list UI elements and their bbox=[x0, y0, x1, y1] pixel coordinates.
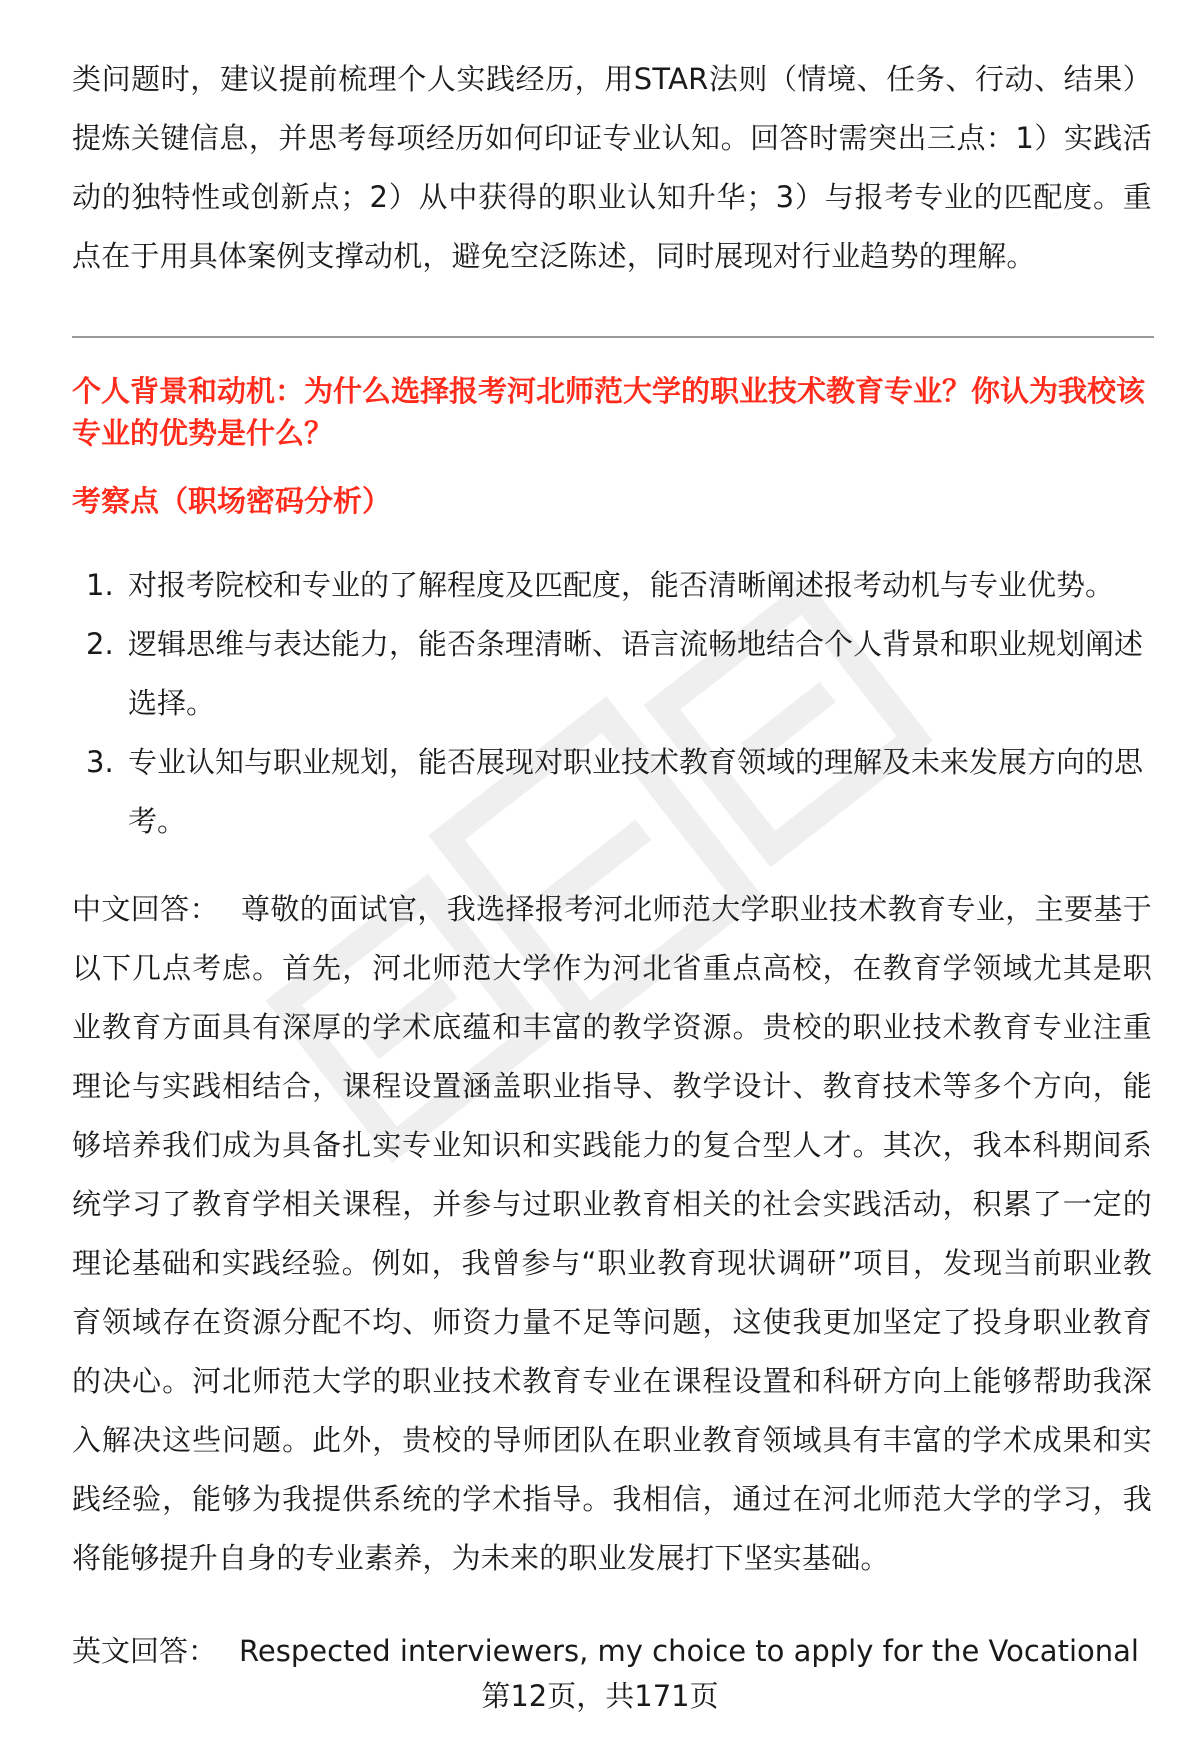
list-item-text: 逻辑思维与表达能力，能否条理清晰、语言流畅地结合个人背景和职业规划阐述选择。 bbox=[128, 627, 1144, 720]
page-number-footer: 第12页，共171页 bbox=[481, 1679, 719, 1713]
intro-paragraph: 类问题时，建议提前梳理个人实践经历，用STAR法则（情境、任务、行动、结果）提炼关键信息，并思考每项经历如何印证专业认知。回答时需突出三点：1）实践活动的独特性或创新点；2）从中获得的职业认知升华；3）与报考专业的匹配度。重点在于用具体案例支撑动机，避免空泛陈述，同时展现对行业趋势的理解。 bbox=[72, 62, 1152, 273]
analysis-points-list bbox=[72, 556, 1162, 851]
list-item bbox=[72, 556, 1162, 615]
list-item-text: 对报考院校和专业的了解程度及匹配度，能否清晰阐述报考动机与专业优势。 bbox=[128, 568, 1115, 602]
question-heading: 个人背景和动机：为什么选择报考河北师范大学的职业技术教育专业？你认为我校该专业的优势是什么？ bbox=[72, 374, 1146, 450]
chinese-answer-text: 尊敬的面试官，我选择报考河北师范大学职业技术教育专业，主要基于以下几点考虑。首先，河北师范大学作为河北省重点高校，在教育学领域尤其是职业教育方面具有深厚的学术底蕴和丰富的教学资源。贵校的职业技术教育专业注重理论与实践相结合，课程设置涵盖职业指导、教学设计、教育技术等多个方向，能够培养我们成为具备扎实专业知识和实践能力的复合型人才。其次，我本科期间系统学习了教育学相关课程，并参与过职业教育相关的社会实践活动，积累了一定的理论基础和实践经验。例如，我曾参与“职业教育现状调研”项目，发现当前职业教育领域存在资源分配不均、师资力量不足等问题，这使我更加坚定了投身职业教育的决心。河北师范大学的职业技术教育专业在课程设置和科研方向上能够帮助我深入解决这些问题。此外，贵校的导师团队在职业教育领域具有丰富的学术成果和实践经验，能够为我提供系统的学术指导。我相信，通过在河北师范大学的学习，我将能够提升自身的专业素养，为未来的职业发展打下坚实基础。 bbox=[72, 892, 1152, 1575]
list-item-number: 1. bbox=[86, 568, 114, 602]
list-item bbox=[72, 615, 1162, 733]
english-answer-text: Respected interviewers, my choice to apply for the Vocational bbox=[239, 1634, 1139, 1668]
chinese-answer-label: 中文回答： bbox=[72, 892, 219, 926]
section-divider bbox=[72, 336, 1154, 338]
list-item-text: 专业认知与职业规划，能否展现对职业技术教育领域的理解及未来发展方向的思考。 bbox=[128, 745, 1144, 838]
analysis-heading: 考察点（职场密码分析） bbox=[72, 484, 392, 518]
list-item bbox=[72, 733, 1162, 851]
list-item-number: 3. bbox=[86, 745, 114, 779]
chinese-answer-paragraph bbox=[72, 880, 1152, 1588]
english-answer-label: 英文回答： bbox=[72, 1634, 218, 1668]
list-item-number: 2. bbox=[86, 627, 114, 661]
english-answer-paragraph bbox=[72, 1622, 1172, 1681]
